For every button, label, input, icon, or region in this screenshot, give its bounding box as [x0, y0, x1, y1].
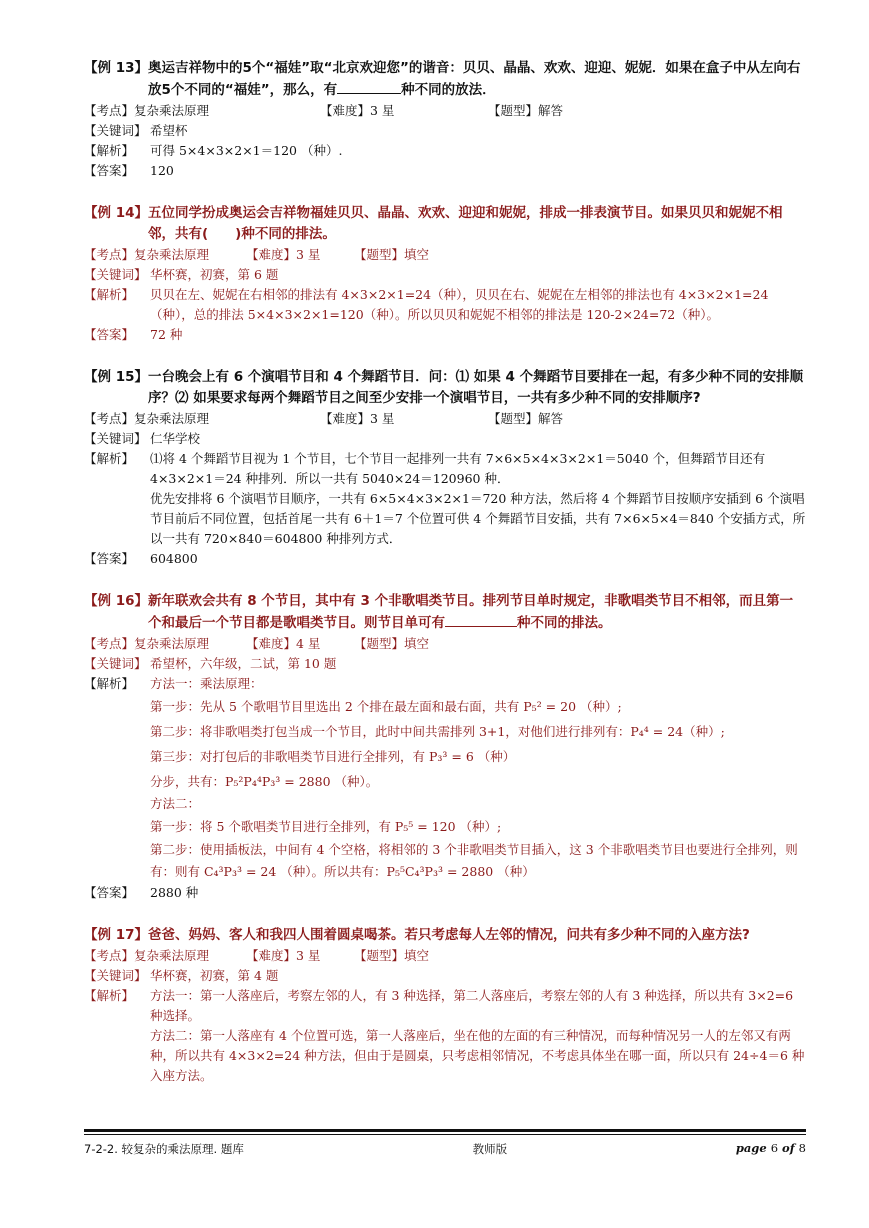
document-page: [84, 58, 806, 1108]
nandu: 【难度】3 星: [246, 247, 321, 262]
analysis-text: 第一步：将 5 个歌唱类节目进行全排列，有 P₅⁵ = 120 （种）;: [150, 819, 502, 834]
example-tag: 【例 15】: [84, 369, 148, 385]
question-tail: 种不同的排法。: [517, 615, 612, 631]
kaodian: 【考点】复杂乘法原理: [84, 103, 210, 118]
answer-blank: [337, 79, 401, 94]
keyword: 希望杯，六年级，二试，第 10 题: [150, 656, 337, 671]
example-14: [84, 203, 806, 345]
question-text: 爸爸、妈妈、客人和我四人围着圆桌喝茶。若只考虑每人左邻的情况，问共有多少种不同的入座方法?: [148, 927, 750, 943]
analysis-text: 第二步：使用插板法，中间有 4 个空格，将相邻的 3 个非歌唱类节目插入，这 3 个非歌唱类节目也要进行全排列，则有：则有 C₄³P₃³ = 24 （种）。所以共有：P₅⁵C₄³P₃³ = 2880 （种）: [150, 842, 798, 879]
meta-row: [84, 634, 806, 654]
analysis-text: 方法二：第一人落座有 4 个位置可选，第一人落座后，坐在他的左面的有三种情况，而每种情况另一人的左邻又有两种，所以共有 4×3×2=24 种方法，但由于是圆桌，只考虑相邻情况，不考虑具体坐在哪一面，所以只有 24÷4＝6 种入座方法。: [150, 1028, 805, 1083]
footer-edition: 教师版: [472, 1142, 508, 1156]
answer-row: 【答案】 120: [84, 161, 806, 181]
nandu: 【难度】3 星: [320, 411, 395, 426]
analysis-row: 【解析】 ⑴将 4 个舞蹈节目视为 1 个节目，七个节目一起排列一共有 7×6×5×4×3×2×1＝5040 个，但舞蹈节目还有 4×3×2×1＝24 种排列．所以一共有 5040×24＝120960 种． 优先安排将 6 个演唱节目顺序，一共有 6×5×4×3×2×1＝720 种方法，然后将 4 个舞蹈节目按顺序安插到 6 个演唱节目前后不同位置，包括首尾一共有 6＋1＝7 个位置可供 4 个舞蹈节目安插，共有 7×6×5×4＝840 个安插方式，所以一共有 720×840＝604800 种排列方式．: [84, 449, 806, 549]
keyword-row: 【关键词】 希望杯: [84, 121, 806, 141]
analysis-row: 【解析】 贝贝在左、妮妮在右相邻的排法有 4×3×2×1=24（种），贝贝在右、妮妮在左相邻的排法也有 4×3×2×1=24（种），总的排法 5×4×3×2×1=120（种）。所以贝贝和妮妮不相邻的排法是 120-2×24=72（种）。: [84, 285, 806, 325]
answer: 72 种: [150, 327, 183, 342]
analysis-text: 第三步：对打包后的非歌唱类节目进行全排列，有 P₃³ = 6 （种）: [150, 749, 516, 764]
analysis-row: 【解析】 方法一：乘法原理： 第一步：先从 5 个歌唱节目里选出 2 个排在最左面和最右面，共有 P₅² = 20 （种）; 第二步：将非歌唱类打包当成一个节目，此时中间共需排列 3+1，对他们进行排列有：P₄⁴ = 24（种）; 第三步：对打包后的非歌唱类节目进行全排列，有 P₃³ = 6 （种） 分步，共有：P₅²P₄⁴P₃³ = 2880 （种）。 方法二： 第一步：将 5 个歌唱类节目进行全排列，有 P₅⁵ = 120 （种）; 第二步：使用插板法，中间有 4 个空格，将相邻的 3 个非歌唱类节目插入，这 3 个非歌唱类节目也要进行全排列，则有：则有 C₄³P₃³ = 24 （种）。所以共有：P₅⁵C₄³P₃³ = 2880 （种）: [84, 674, 806, 883]
example-tag: 【例 16】: [84, 593, 148, 609]
answer-row: 【答案】 72 种: [84, 325, 806, 345]
example-tag: 【例 13】: [84, 60, 148, 76]
footer-rule-thin: [84, 1134, 806, 1135]
answer-blank: [445, 612, 517, 627]
tixing: 【题型】解答: [488, 103, 564, 118]
answer-row: 【答案】 2880 种: [84, 883, 806, 903]
nandu: 【难度】3 星: [320, 103, 395, 118]
analysis-text: 方法一：第一人落座后，考察左邻的人，有 3 种选择，第二人落座后，考察左邻的人有 3 种选择，所以共有 3×2=6 种选择。: [150, 988, 794, 1023]
question-text: 奥运吉祥物中的5个“福娃”取“北京欢迎您”的谐音：贝贝、晶晶、欢欢、迎迎、妮妮．如果在盒子中从左向右放5个不同的“福娃”，那么，有: [148, 60, 801, 98]
analysis-text: ⑴将 4 个舞蹈节目视为 1 个节目，七个节目一起排列一共有 7×6×5×4×3×2×1＝5040 个，但舞蹈节目还有 4×3×2×1＝24 种排列．所以一共有 5040×24＝120960 种．: [150, 451, 766, 486]
example-tag: 【例 17】: [84, 927, 148, 943]
meta-row: [84, 946, 806, 966]
question-text: 五位同学扮成奥运会吉祥物福娃贝贝、晶晶、欢欢、迎迎和妮妮，排成一排表演节目。如果贝贝和妮妮不相邻，共有( )种不同的排法。: [148, 205, 783, 242]
keyword: 华杯赛，初赛，第 4 题: [150, 968, 279, 983]
analysis-text: 第一步：先从 5 个歌唱节目里选出 2 个排在最左面和最右面，共有 P₅² = 20 （种）;: [150, 699, 622, 714]
kaodian: 【考点】复杂乘法原理: [84, 247, 210, 262]
example-17: [84, 925, 806, 1086]
keyword: 仁华学校: [150, 431, 201, 446]
example-tag: 【例 14】: [84, 205, 148, 221]
kaodian: 【考点】复杂乘法原理: [84, 411, 210, 426]
analysis-row: 【解析】 可得 5×4×3×2×1＝120 （种）.: [84, 141, 806, 161]
kaodian: 【考点】复杂乘法原理: [84, 636, 210, 651]
analysis-text: 优先安排将 6 个演唱节目顺序，一共有 6×5×4×3×2×1＝720 种方法，然后将 4 个舞蹈节目按顺序安插到 6 个演唱节目前后不同位置，包括首尾一共有 6＋1＝7 个位置可供 4 个舞蹈节目安插，共有 7×6×5×4＝840 个安插方式，所以一共有 720×840＝604800 种排列方式．: [150, 491, 806, 546]
question: [84, 925, 806, 946]
keyword-row: 【关键词】 仁华学校: [84, 429, 806, 449]
analysis-text: 方法一：乘法原理：: [150, 676, 263, 691]
keyword-row: 【关键词】 华杯赛，初赛，第 6 题: [84, 265, 806, 285]
question-text: 新年联欢会共有 8 个节目，其中有 3 个非歌唱类节目。排列节目单时规定，非歌唱类节目不相邻，而且第一个和最后一个节目都是歌唱类节目。则节目单可有: [148, 593, 794, 631]
meta-row: [84, 101, 806, 121]
analysis-text: 方法二：: [150, 796, 201, 811]
answer: 120: [150, 163, 174, 178]
analysis-text: 可得 5×4×3×2×1＝120 （种）.: [150, 143, 343, 158]
keyword: 希望杯: [150, 123, 188, 138]
page-number: page 6 of 8: [735, 1141, 806, 1155]
question: [84, 58, 806, 101]
question-text: 一台晚会上有 6 个演唱节目和 4 个舞蹈节目．问：⑴ 如果 4 个舞蹈节目要排在一起，有多少种不同的安排顺序？⑵ 如果要求每两个舞蹈节目之间至少安排一个演唱节目，一共有多少种不同的安排顺序?: [148, 369, 804, 406]
keyword-row: 【关键词】 希望杯，六年级，二试，第 10 题: [84, 654, 806, 674]
kaodian: 【考点】复杂乘法原理: [84, 948, 210, 963]
question-tail: 种不同的放法．: [401, 82, 496, 98]
question: [84, 591, 806, 634]
analysis-text: 贝贝在左、妮妮在右相邻的排法有 4×3×2×1=24（种），贝贝在右、妮妮在左相邻的排法也有 4×3×2×1=24（种），总的排法 5×4×3×2×1=120（种）。所以贝贝和妮妮不相邻的排法是 120-2×24=72（种）。: [150, 287, 769, 322]
answer-row: 【答案】 604800: [84, 549, 806, 569]
tixing: 【题型】填空: [354, 636, 430, 651]
tixing: 【题型】填空: [354, 247, 430, 262]
question: [84, 367, 806, 409]
keyword: 华杯赛，初赛，第 6 题: [150, 267, 279, 282]
keyword-row: 【关键词】 华杯赛，初赛，第 4 题: [84, 966, 806, 986]
answer: 2880 种: [150, 885, 199, 900]
example-15: [84, 367, 806, 569]
nandu: 【难度】4 星: [246, 636, 321, 651]
analysis-text: 第二步：将非歌唱类打包当成一个节目，此时中间共需排列 3+1，对他们进行排列有：P₄⁴ = 24（种）;: [150, 724, 725, 739]
analysis-text: 分步，共有：P₅²P₄⁴P₃³ = 2880 （种）。: [150, 774, 379, 789]
meta-row: [84, 245, 806, 265]
tixing: 【题型】解答: [488, 411, 564, 426]
meta-row: [84, 409, 806, 429]
example-16: [84, 591, 806, 903]
footer-title: 7-2-2. 较复杂的乘法原理. 题库: [84, 1142, 244, 1156]
page-footer: [84, 1129, 806, 1157]
footer-rule-thick: [84, 1129, 806, 1132]
answer: 604800: [150, 551, 198, 566]
nandu: 【难度】3 星: [246, 948, 321, 963]
tixing: 【题型】填空: [354, 948, 430, 963]
question: [84, 203, 806, 245]
analysis-row: 【解析】 方法一：第一人落座后，考察左邻的人，有 3 种选择，第二人落座后，考察左邻的人有 3 种选择，所以共有 3×2=6 种选择。 方法二：第一人落座有 4 个位置可选，第一人落座后，坐在他的左面的有三种情况，而每种情况另一人的左邻又有两种，所以共有 4×3×2=24 种方法，但由于是圆桌，只考虑相邻情况，不考虑具体坐在哪一面，所以只有 24÷4＝6 种入座方法。: [84, 986, 806, 1086]
example-13: [84, 58, 806, 181]
